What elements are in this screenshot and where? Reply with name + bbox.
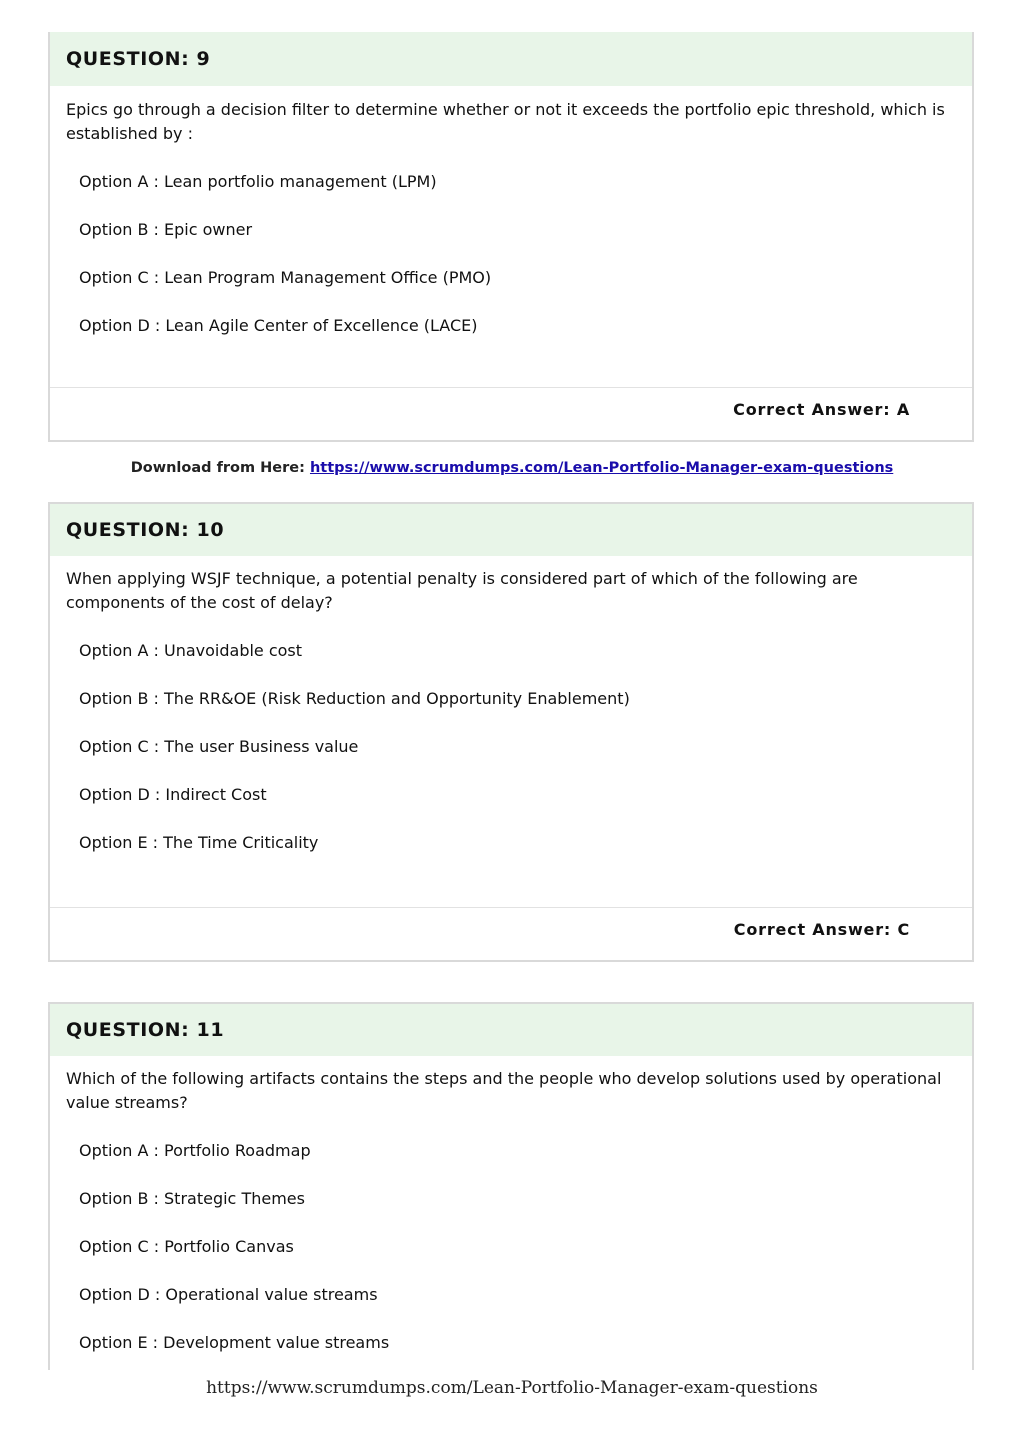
- option-b: Option B : Strategic Themes: [79, 1189, 305, 1208]
- option-d: Option D : Operational value streams: [79, 1285, 378, 1304]
- option-a: Option A : Portfolio Roadmap: [79, 1141, 311, 1160]
- correct-answer: Correct Answer: A: [733, 400, 910, 419]
- option-d: Option D : Lean Agile Center of Excellence (LACE): [79, 316, 478, 335]
- option-a: Option A : Unavoidable cost: [79, 641, 303, 660]
- page-footer-url: https://www.scrumdumps.com/Lean-Portfolio-Manager-exam-questions: [206, 1378, 818, 1398]
- option-b: Option B : The RR&OE (Risk Reduction and Opportunity Enablement): [79, 689, 630, 708]
- answer-row: [50, 387, 972, 440]
- option-c: Option C : The user Business value: [79, 737, 359, 756]
- download-label: Download from Here:: [130, 460, 310, 476]
- question-text: Epics go through a decision filter to determine whether or not it exceeds the portfolio epic threshold, which is established by :: [66, 100, 945, 143]
- option-e: Option E : Development value streams: [79, 1333, 390, 1352]
- download-link[interactable]: https://www.scrumdumps.com/Lean-Portfolio-Manager-exam-questions: [309, 460, 894, 476]
- option-e: Option E : The Time Criticality: [79, 833, 319, 852]
- question-card-10: [48, 502, 974, 962]
- question-header: QUESTION: 9: [50, 32, 972, 86]
- question-text: Which of the following artifacts contains the steps and the people who develop solutions used by operational value streams?: [66, 1069, 942, 1112]
- question-header: QUESTION: 10: [50, 504, 972, 556]
- question-card-9: [48, 32, 974, 442]
- option-c: Option C : Lean Program Management Office (PMO): [79, 268, 492, 287]
- option-a: Option A : Lean portfolio management (LPM): [79, 172, 437, 191]
- option-d: Option D : Indirect Cost: [79, 785, 267, 804]
- correct-answer: Correct Answer: C: [733, 920, 910, 939]
- option-b: Option B : Epic owner: [79, 220, 253, 239]
- option-c: Option C : Portfolio Canvas: [79, 1237, 294, 1256]
- question-card-11: [48, 1002, 974, 1370]
- download-line: [0, 460, 1024, 476]
- question-text: When applying WSJF technique, a potential penalty is considered part of which of the following are components of the cost of delay?: [66, 569, 858, 612]
- answer-row: [50, 907, 972, 960]
- question-header: QUESTION: 11: [50, 1004, 972, 1056]
